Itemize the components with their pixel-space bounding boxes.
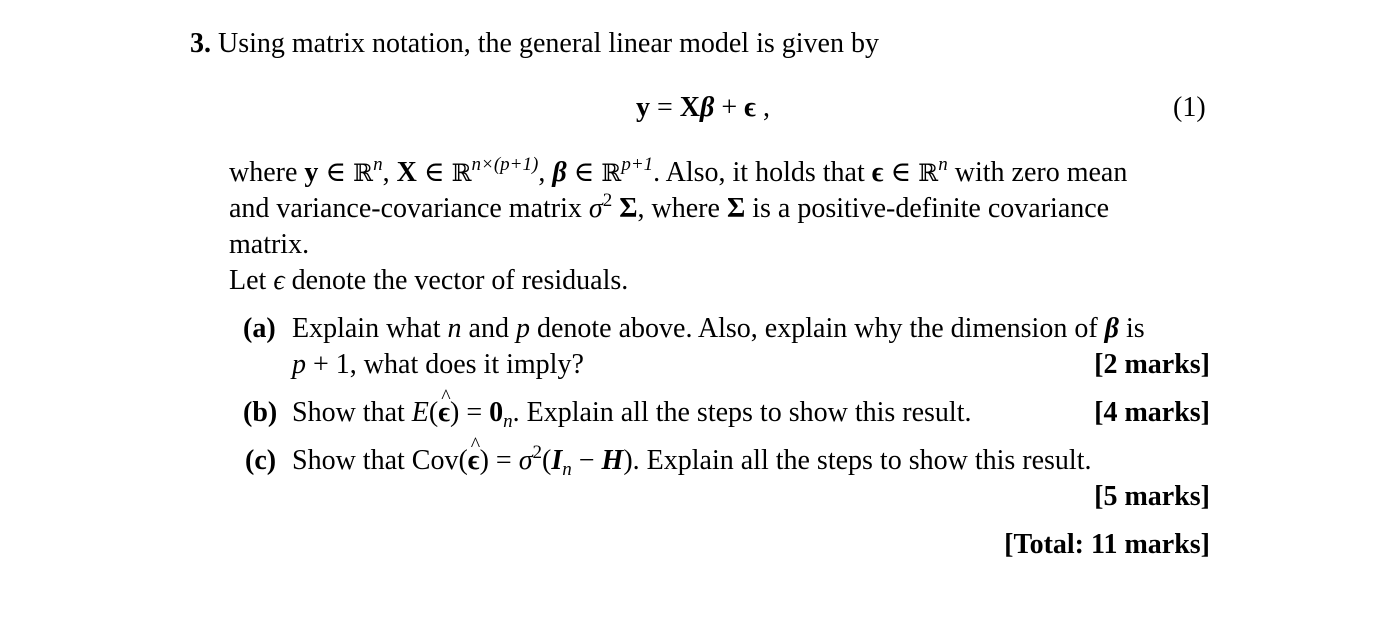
part-b-marks: [4 marks] [1094, 397, 1210, 428]
part-a-label: (a) [243, 313, 276, 344]
part-a-marks: [2 marks] [1094, 349, 1210, 380]
part-c-text: Show that Cov(ϵ ^) = $\sigma^2(I_n - H)$. Explain all the steps to show this result. [292, 443, 1092, 479]
equation-label: (1) [1173, 92, 1206, 123]
part-a-line-2: p + 1, what does it imply? [292, 349, 584, 380]
residual-line: Let ϵ denote the vector of residuals. [229, 265, 629, 296]
intro-text: Using matrix notation, the general linear model is given by [218, 28, 879, 59]
question-intro [190, 26, 879, 62]
part-a-line-1: Explain what n and p denote above. Also, explain why the dimension of β is [292, 313, 1145, 344]
question-number: 3. [190, 28, 211, 59]
total-marks: [Total: 11 marks] [1004, 529, 1210, 560]
part-b-text: Show that E(ϵ ^) = $0_n$. Explain all the steps to show this result. [292, 395, 971, 431]
variance-line: and variance-covariance matrix $\sigma^2$ Σ, where Σ is a positive-definite covariance [229, 190, 1110, 224]
part-c-marks: [5 marks] [1094, 481, 1210, 512]
equation-1: y = Xβ + ϵ , [636, 92, 770, 123]
matrix-word-line: matrix. [229, 229, 310, 260]
part-b-label: (b) [243, 397, 278, 428]
where-line: where y ∈ ℝ$^n$, X ∈ ℝ$^{n\times(p+1)}$, β ∈ ℝ$^{p+1}$. Also, it holds that ϵ ∈ ℝ$^n$ with zero mean [229, 154, 1128, 188]
part-c-label: (c) [245, 445, 277, 476]
